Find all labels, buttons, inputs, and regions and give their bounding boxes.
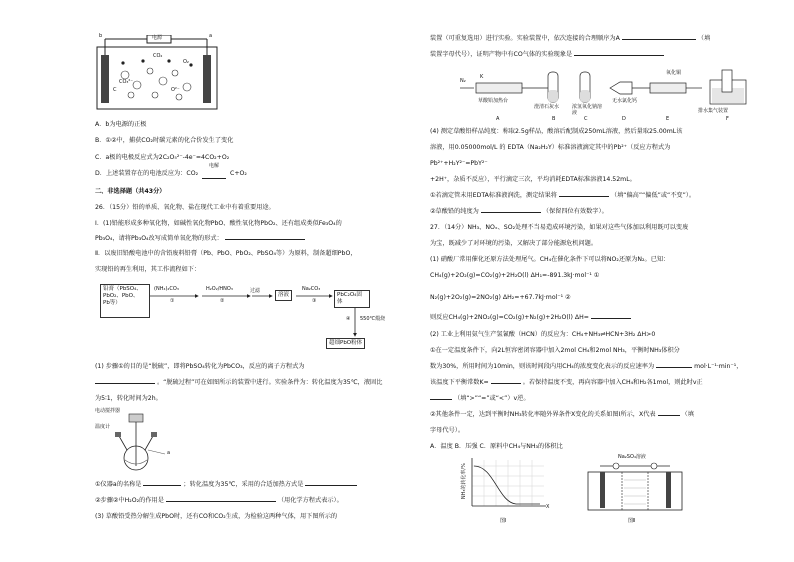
q27-2-line2: ①在一定温度条件下，向2L恒容密闭容器中加入2mol CH₄和2mol NH₃，平衡时NH₃体积分	[430, 347, 680, 354]
q27-2-text4: 。若保持温度不变，再向容器中加入CH₄和H₂各1mol，则此时v正	[522, 379, 703, 386]
figure-1-plot	[460, 456, 550, 516]
label-f: 排水集气装置	[698, 108, 729, 114]
q26-2-line1: Ⅱ．以废旧铅酸电池中的含铅废料铅膏（Pb、PbO、PbO₂、PbSO₄等）为原料，制备超细PbO，	[95, 250, 357, 257]
option-c: C．a极的电极反应式为2C₂O₅²⁻-4e⁻=4CO₂+O₂	[95, 154, 230, 161]
q26-1-line1: Ⅰ．(1)铅能形成多种氧化物，如碱性氧化物PbO、酸性氧化物PbO₂、还有组成类似Fe₃O₄的	[95, 220, 342, 227]
step-1: ①	[170, 298, 175, 304]
q2-i	[95, 481, 357, 489]
option-b: B．①②中，捕获CO₂时碳元素的化合价发生了变化	[95, 137, 234, 144]
ion-label: CO₃²⁻	[119, 79, 134, 85]
option-d-text: D．上述装置存在的电池反应为：CO₂	[95, 170, 199, 177]
q27-options: A．温度 B．压强 C．原料中CH₄与NH₃的体积比	[430, 443, 563, 450]
instrument-a-label: a	[167, 450, 171, 456]
letter-a: A	[496, 116, 500, 122]
raw-material-line: PbO₂、PbO、	[103, 292, 139, 299]
answer-blank[interactable]	[622, 39, 696, 40]
q27-2-line7: 字母代号）。	[430, 427, 465, 434]
q2-1-text: (1) 步骤①的目的是“脱硫”，即将PbSO₄转化为PbCO₃，反应的离子方程式为	[95, 363, 305, 370]
r-top-line2	[430, 51, 664, 59]
figure-1	[460, 456, 550, 528]
q27-2-line5	[430, 395, 530, 403]
figure-2	[580, 456, 690, 528]
flask-drawing	[95, 410, 185, 474]
electrolysis-figure	[95, 35, 225, 113]
r-top-text: 装置（可重复选用）进行实验。实验装置中，依次连接的合理顺序为A	[430, 35, 620, 42]
answer-blank[interactable]	[430, 399, 452, 400]
power-label: 电源	[152, 35, 163, 41]
n2-label: N₂	[460, 78, 466, 84]
electrolysis-cell-drawing	[95, 35, 225, 113]
q2-1-line3: 为5∶1，转化时间为2h。	[95, 395, 162, 402]
solution-box: 溶液	[275, 290, 292, 301]
q4-line2: 溶液，用0.05000mol/L 的 EDTA（Na₂H₂Y）标准溶液滴定其中的Pb²⁺（反应方程式为	[430, 144, 671, 151]
r-top-text2: （填	[697, 35, 711, 42]
k-label: K	[480, 74, 484, 80]
stirring-apparatus	[95, 410, 185, 474]
reagent-3: Na₂CO₃	[302, 286, 321, 292]
q26-intro: 26．（15分）铅的单质、氧化物、盐在现代工业中有着重要用途。	[95, 204, 275, 211]
q2-3: (3) 草酸铅受热分解生成PbO时，还有CO和CO₂生成，为检验这两种气体，用下图所示的	[95, 513, 338, 520]
q2-1-line1	[95, 363, 304, 371]
letter-c: C	[584, 116, 588, 122]
answer-blank[interactable]	[143, 485, 181, 486]
answer-blank[interactable]	[491, 383, 521, 384]
q27-2-text: 数为30%，所用时间为10min，则该时间段内用CH₄的浓度变化表示的反应速率为	[430, 363, 655, 370]
q2-ii	[95, 497, 343, 505]
label-d: 无水氯化钙	[612, 98, 638, 104]
raw-material-line: Pb等）	[103, 299, 121, 306]
electrode-a-label: a	[209, 33, 213, 39]
product-box: 超细PbO粉体	[326, 338, 365, 349]
q4-i-text: ①若滴定管未用EDTA标准液润洗，测定结果将	[430, 192, 557, 199]
label-e: 氧化铜	[666, 70, 682, 76]
q2-1-line2	[95, 379, 382, 387]
gas-test-apparatus	[460, 66, 760, 124]
process-flowchart	[100, 282, 386, 352]
q2-ii-text2: （用化学方程式表示）。	[277, 497, 343, 504]
q27-line2: 为宝，既减少了对环境的污染，又解决了部分能源危机问题。	[430, 240, 598, 247]
eq3-text: 则反应CH₄(g)+2NO₂(g)=CO₂(g)+N₂(g)+2H₂O(l) ΔH=	[430, 314, 589, 321]
ion-label: CO₂	[153, 53, 163, 59]
figure-2-cell	[580, 456, 690, 516]
q27-2-unit: mol·L⁻¹·min⁻¹，	[694, 363, 743, 370]
answer-blank[interactable]	[166, 501, 276, 502]
q2-ii-text: ②步骤②中H₂O₂的作用是	[95, 497, 164, 504]
figure-2-caption: 图Ⅱ	[628, 518, 636, 524]
q27-2-text5: （填“>”“=”或“<”）v逆。	[453, 395, 530, 402]
r-top-line1	[430, 35, 710, 43]
raw-material-line: 铅膏（PbSO₄、	[103, 286, 142, 292]
electrode-b-label: b	[99, 33, 103, 39]
letter-d: D	[622, 116, 626, 122]
letter-f: F	[726, 116, 729, 122]
q4-line4: +2H⁺，杂质不反应），平行滴定三次，平均消耗EDTA标准溶液14.52mL。	[430, 176, 636, 183]
q26-1-line2	[95, 235, 305, 243]
reagent-2: H₂O₂/HNO₃	[206, 286, 233, 292]
equation-1: CH₄(g)+2O₂(g)=CO₂(g)+2H₂O(l) ΔH₁=-891.3kJ·mol⁻¹ ①	[430, 272, 600, 279]
equation-3	[430, 314, 631, 322]
condition-text: 电解	[209, 163, 220, 169]
answer-blank[interactable]	[591, 318, 631, 319]
q4-line1: (4) 测定草酸铅样品纯度：称取2.5g样品，酸溶后配制成250mL溶液，然后量取25.00mL该	[430, 128, 683, 135]
figure-2-top-label: Na₂SO₄溶液	[618, 454, 646, 460]
q2-1-text2: 。“脱硫过程”可在如图所示的装置中进行。实验条件为：转化温度为35℃，液固比	[156, 379, 383, 386]
answer-blank[interactable]	[574, 55, 664, 56]
step-3: ③	[312, 298, 317, 304]
option-d-condition	[202, 163, 226, 179]
filter-label: 过滤	[250, 288, 261, 294]
figure-1-ylabel: NH₃的转化率/%	[460, 463, 467, 500]
apparatus-drawing	[460, 66, 760, 124]
q26-2-line2: 实现铅的再生利用，其工作流程如下：	[95, 266, 201, 273]
label-c: 浓氢氧化钠溶液	[572, 104, 603, 117]
answer-blank[interactable]	[95, 383, 155, 384]
q27-line1: 27．（14分）NH₃、NOₓ、SO₂处理不当易造成环境污染，如果对这些气体加以利用既可以变废	[430, 224, 689, 231]
answer-blank[interactable]	[656, 367, 692, 368]
q2-i-text2: ；转化温度为35℃，采用的合适加热方式是	[183, 481, 304, 488]
label-b: 澄清石灰水	[534, 104, 560, 110]
answer-blank[interactable]	[225, 239, 305, 240]
q2-i-text: ①仪器a的名称是	[95, 481, 142, 488]
equation-2: N₂(g)+2O₂(g)=2NO₂(g) ΔH₂=+67.7kJ·mol⁻¹ ②	[430, 294, 571, 301]
q4-ii-text2: （保留四位有效数字）。	[542, 208, 608, 215]
option-a: A．b为电源的正极	[95, 121, 147, 128]
ion-label: O₂	[183, 59, 189, 65]
r-top-text3: 装置字母代号），证明产物中有CO气体的实验现象是	[430, 51, 573, 58]
ion-label: O²⁻	[171, 87, 180, 93]
q27-2-line6	[430, 411, 694, 419]
stirrer-label: 电动搅拌器	[95, 408, 121, 414]
calcine-label: 550℃煅烧	[360, 316, 386, 322]
q4-i	[430, 192, 695, 200]
ion-label: C	[113, 87, 117, 93]
figure-1-caption: 图Ⅰ	[500, 518, 507, 524]
q27-2-line1: (2) 工业上利用氨气生产氢氰酸（HCN）的反应为：CH₄+NH₃⇌HCN+3H₂ ΔH>0	[430, 331, 656, 338]
option-d	[95, 163, 247, 179]
answer-blank[interactable]	[481, 212, 541, 213]
step-2: ②	[220, 298, 225, 304]
letter-e: E	[666, 116, 670, 122]
letter-b: B	[552, 116, 556, 122]
answer-blank[interactable]	[658, 415, 680, 416]
q4-ii-text: ②草酸铅的纯度为	[430, 208, 479, 215]
q27-2-text3: 该温度下平衡常数K=	[430, 379, 489, 386]
q27-line3: (1) 硝酸厂常用催化还原方法处理尾气。CH₄在催化条件下可以将NO₂还原为N₂。已知：	[430, 256, 670, 263]
q4-ii	[430, 208, 608, 216]
q27-2-line3	[430, 363, 742, 371]
q4-i-text2: （填“偏高”“偏低”或“不变”）。	[610, 192, 696, 199]
q27-2-text7: （填	[681, 411, 694, 418]
q4-line3: Pb²⁺+H₂Y²⁻=PbY²⁻	[430, 160, 488, 167]
answer-blank[interactable]	[559, 196, 609, 197]
section-heading: 二、非选择题（共43分）	[95, 188, 166, 195]
q27-2-text6: ②其他条件一定，达到平衡时NH₃转化率随外界条件X变化的关系如图Ⅰ所示，X代表	[430, 411, 656, 418]
thermometer-label: 温度计	[95, 424, 111, 430]
step-4: ④	[346, 316, 351, 322]
solid-box: PbC₂O₄固体	[334, 290, 370, 308]
option-d-tail: C+O₂	[230, 170, 247, 177]
q26-1-text: Pb₃O₄，请将Pb₃O₄改写成简单氧化物的形式：	[95, 235, 223, 242]
answer-blank[interactable]	[305, 485, 357, 486]
q27-2-line4	[430, 379, 703, 387]
label-a: 草酸铅加热台	[478, 98, 509, 104]
reagent-1: (NH₄)₂CO₃	[154, 286, 179, 292]
figure-1-xlabel: X	[546, 504, 550, 510]
